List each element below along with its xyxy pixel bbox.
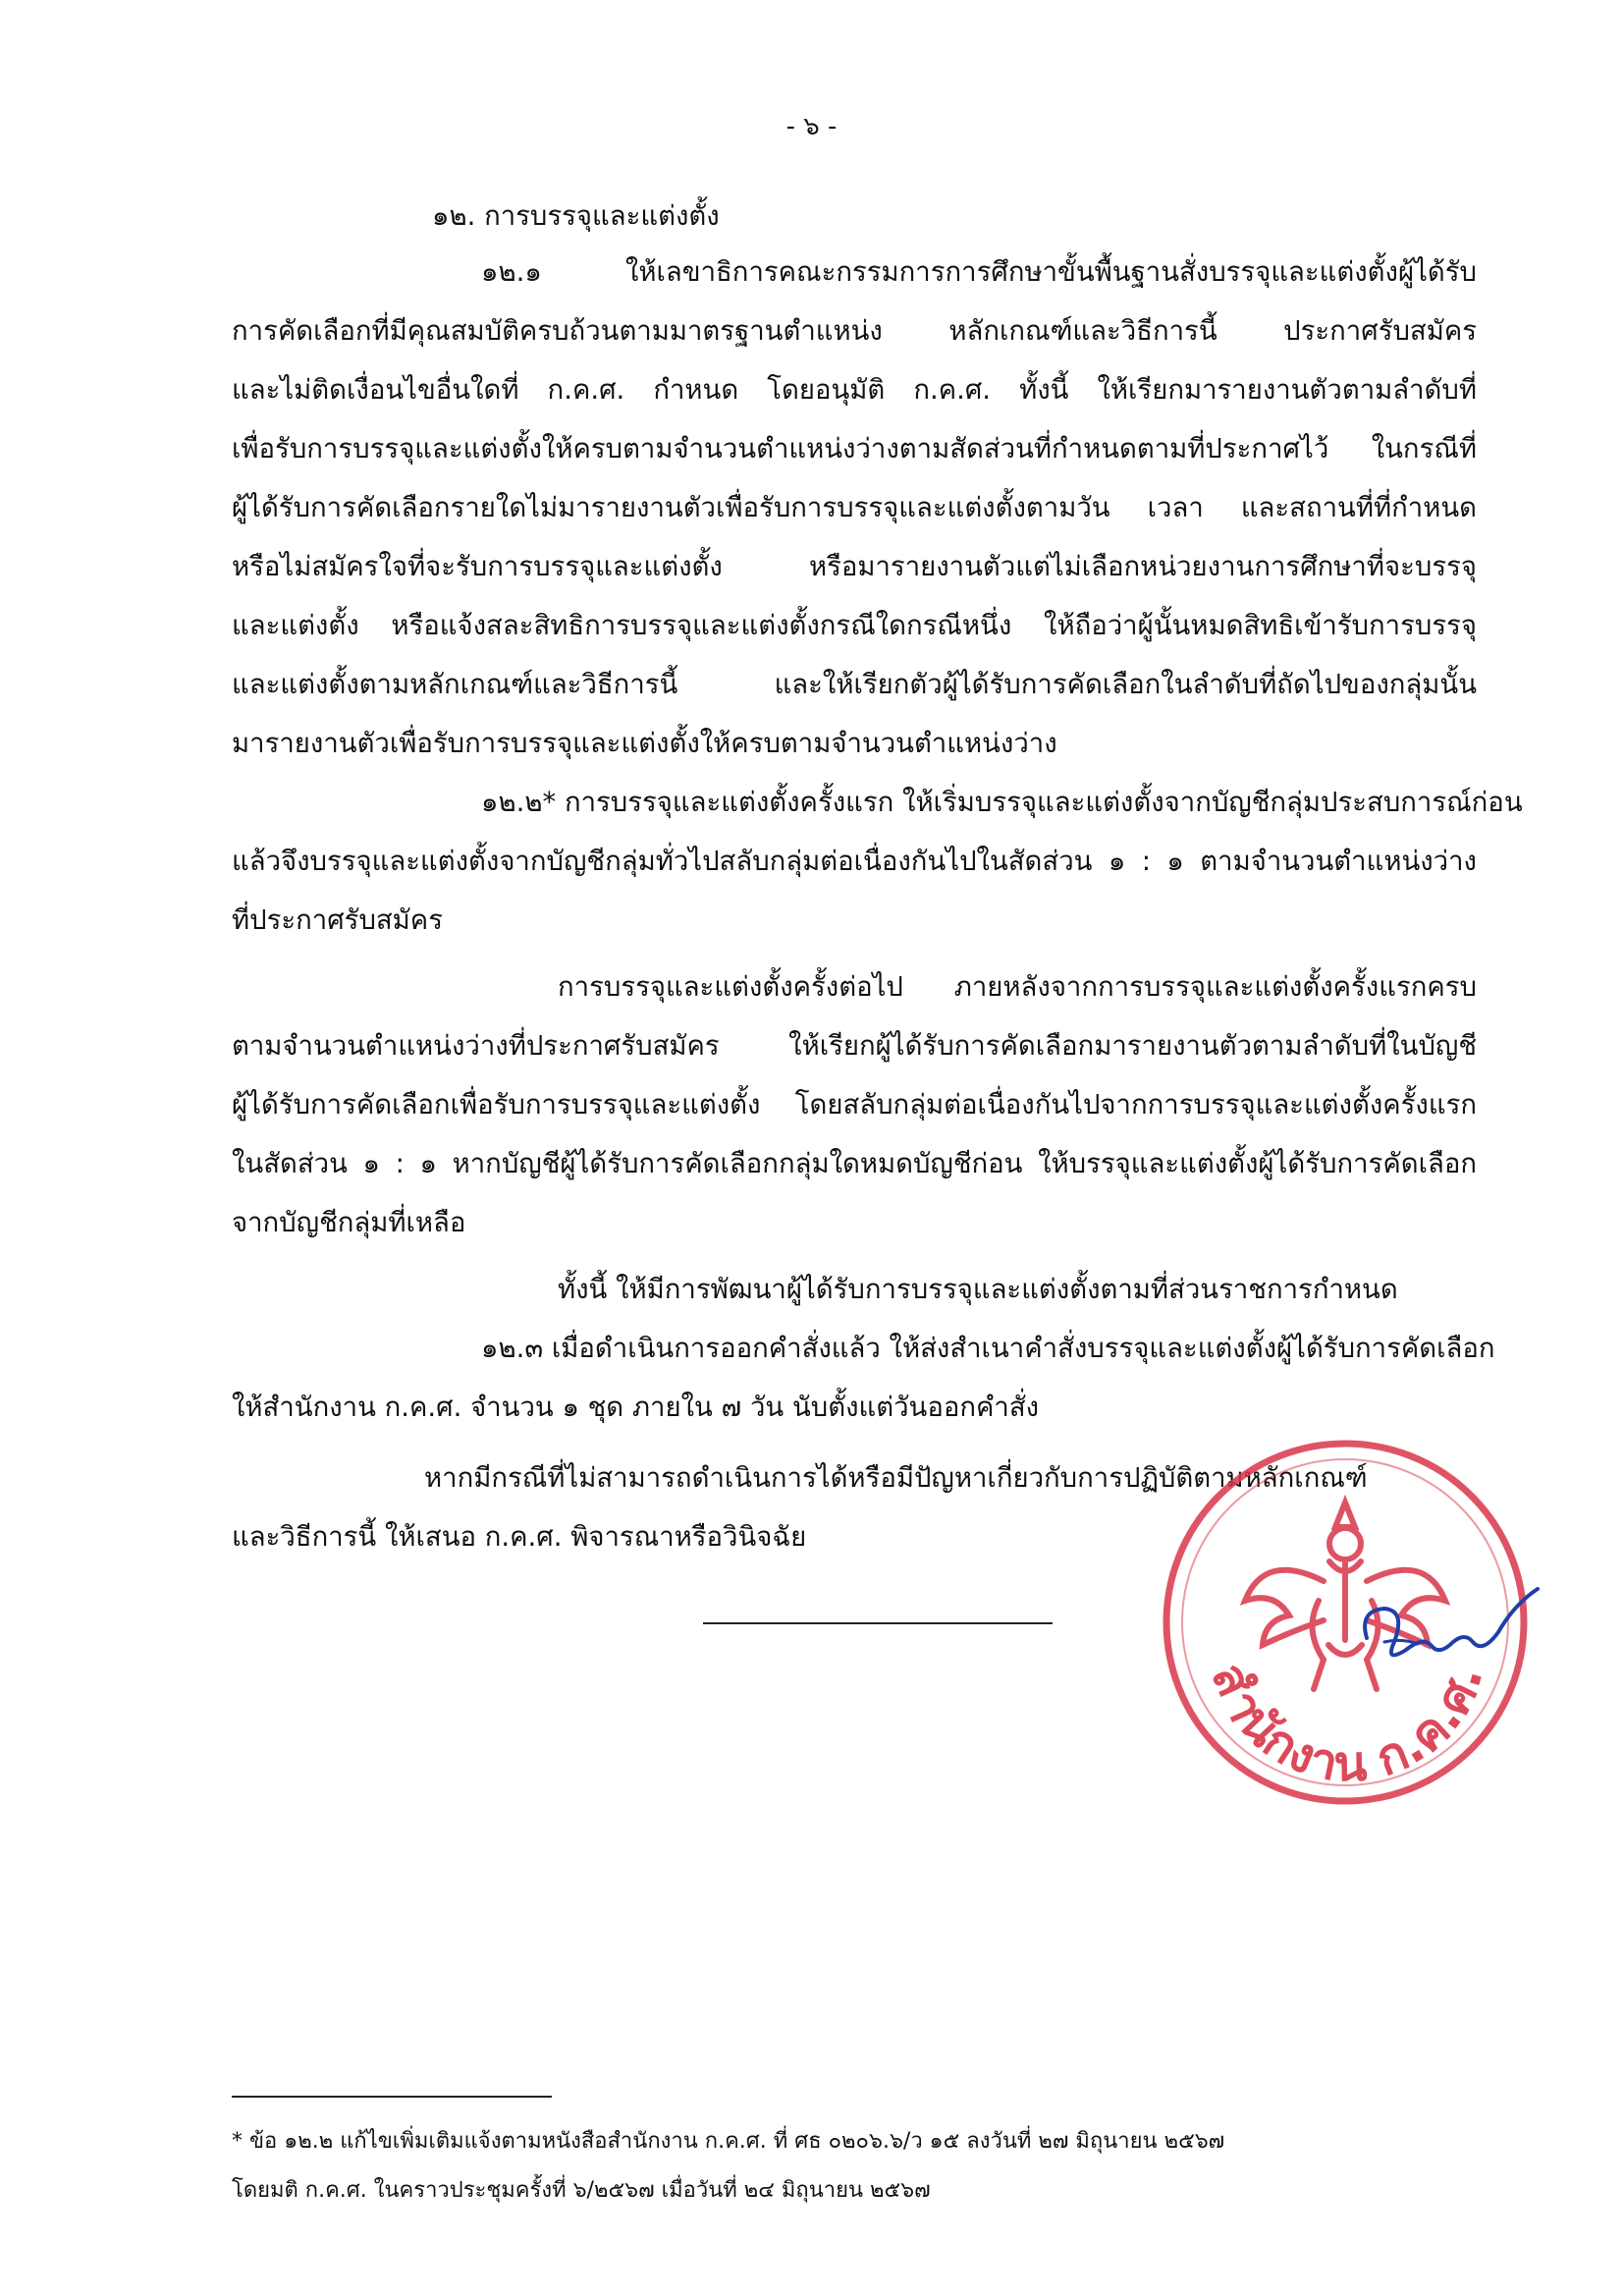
body-line: ที่ประกาศรับสมัคร [232, 904, 443, 936]
body-line: เพื่อรับการบรรจุและแต่งตั้งให้ครบตามจำนวนตำแหน่งว่างตามสัดส่วนที่กำหนดตามที่ประกาศไว้ ในกรณีที่ [232, 433, 1477, 465]
body-line: จากบัญชีกลุ่มที่เหลือ [232, 1207, 466, 1238]
seal-text: สำนักงาน ก.ค.ศ. [1200, 1654, 1494, 1793]
body-line: และวิธีการนี้ ให้เสนอ ก.ค.ศ. พิจารณาหรือวินิจฉัย [232, 1521, 807, 1553]
section-heading: ๑๒. การบรรจุและแต่งตั้ง [432, 200, 720, 232]
body-line: การคัดเลือกที่มีคุณสมบัติครบถ้วนตามมาตรฐานตำแหน่ง หลักเกณฑ์และวิธีการนี้ ประกาศรับสมัคร [232, 315, 1477, 347]
body-line: แล้วจึงบรรจุและแต่งตั้งจากบัญชีกลุ่มทั่วไปสลับกลุ่มต่อเนื่องกันไปในสัดส่วน ๑ : ๑ ตามจำนวนตำแหน่งว่าง [232, 846, 1477, 877]
body-line: ๑๒.๓ เมื่อดำเนินการออกคำสั่งแล้ว ให้ส่งสำเนาคำสั่งบรรจุและแต่งตั้งผู้ได้รับการคัดเลือก [481, 1333, 1495, 1364]
body-line: ผู้ได้รับการคัดเลือกเพื่อรับการบรรจุและแต่งตั้ง โดยสลับกลุ่มต่อเนื่องกันไปจากการบรรจุและแต่งตั้งครั้งแรก [232, 1089, 1477, 1121]
body-line: ให้สำนักงาน ก.ค.ศ. จำนวน ๑ ชุด ภายใน ๗ วัน นับตั้งแต่วันออกคำสั่ง [232, 1392, 1040, 1423]
footnote-line: โดยมติ ก.ค.ศ. ในคราวประชุมครั้งที่ ๖/๒๕๖๗ เมื่อวันที่ ๒๔ มิถุนายน ๒๕๖๗ [232, 2178, 931, 2203]
body-line: ๑๒.๑ ให้เลขาธิการคณะกรรมการการศึกษาขั้นพื้นฐานสั่งบรรจุและแต่งตั้งผู้ได้รับ [481, 256, 1477, 288]
end-rule [703, 1622, 1053, 1624]
footnote-rule [232, 2096, 552, 2098]
page-number: - ๖ - [785, 112, 838, 141]
body-line: หรือไม่สมัครใจที่จะรับการบรรจุและแต่งตั้ง หรือมารายงานตัวแต่ไม่เลือกหน่วยงานการศึกษาที่จะบรรจุ [232, 551, 1477, 582]
body-line: ๑๒.๒* การบรรจุและแต่งตั้งครั้งแรก ให้เริ่มบรรจุและแต่งตั้งจากบัญชีกลุ่มประสบการณ์ก่อน [481, 787, 1523, 818]
body-line: มารายงานตัวเพื่อรับการบรรจุและแต่งตั้งให้ครบตามจำนวนตำแหน่งว่าง [232, 728, 1057, 759]
footnote-line: * ข้อ ๑๒.๒ แก้ไขเพิ่มเติมแจ้งตามหนังสือสำนักงาน ก.ค.ศ. ที่ ศธ ๐๒๐๖.๖/ว ๑๕ ลงวันที่ ๒๗ มิถุนายน ๒๕๖๗ [232, 2129, 1225, 2154]
body-line: หากมีกรณีที่ไม่สามารถดำเนินการได้หรือมีปัญหาเกี่ยวกับการปฏิบัติตามหลักเกณฑ์ [424, 1462, 1368, 1494]
body-line: ผู้ได้รับการคัดเลือกรายใดไม่มารายงานตัวเพื่อรับการบรรจุและแต่งตั้งตามวัน เวลา และสถานที่ที่กำหนด [232, 492, 1477, 523]
body-line: การบรรจุและแต่งตั้งครั้งต่อไป ภายหลังจากการบรรจุและแต่งตั้งครั้งแรกครบ [558, 971, 1477, 1003]
body-line: ในสัดส่วน ๑ : ๑ หากบัญชีผู้ได้รับการคัดเลือกกลุ่มใดหมดบัญชีก่อน ให้บรรจุและแต่งตั้งผู้ได้รับการคัดเลือก [232, 1148, 1477, 1179]
body-line: และแต่งตั้งตามหลักเกณฑ์และวิธีการนี้ และให้เรียกตัวผู้ได้รับการคัดเลือกในลำดับที่ถัดไปของกลุ่มนั้น [232, 669, 1477, 700]
body-line: ทั้งนี้ ให้มีการพัฒนาผู้ได้รับการบรรจุและแต่งตั้งตามที่ส่วนราชการกำหนด [558, 1274, 1398, 1305]
body-line: และแต่งตั้ง หรือแจ้งสละสิทธิการบรรจุและแต่งตั้งกรณีใดกรณีหนึ่ง ให้ถือว่าผู้นั้นหมดสิทธิเข้ารับการบรรจุ [232, 610, 1477, 641]
handwritten-signature [1355, 1581, 1551, 1699]
body-line: และไม่ติดเงื่อนไขอื่นใดที่ ก.ค.ศ. กำหนด โดยอนุมัติ ก.ค.ศ. ทั้งนี้ ให้เรียกมารายงานตัวตามลำดับที่ [232, 374, 1477, 406]
body-line: ตามจำนวนตำแหน่งว่างที่ประกาศรับสมัคร ให้เรียกผู้ได้รับการคัดเลือกมารายงานตัวตามลำดับที่ในบัญชี [232, 1030, 1477, 1062]
